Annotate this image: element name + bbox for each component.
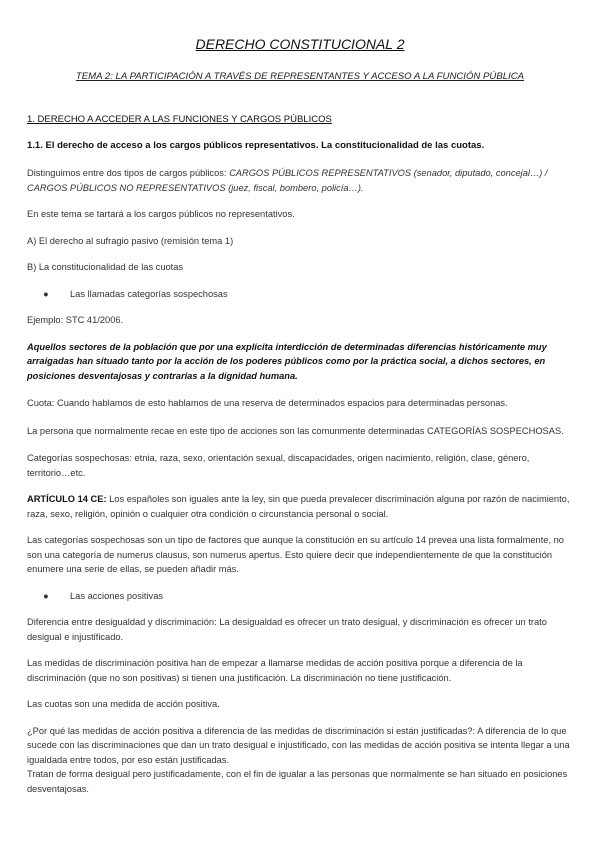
paragraph-medidas: Las medidas de discriminación positiva han de empezar a llamarse medidas de acción positiva porque a diferencia de la discriminación (que no son positivas) si tienen una justificación. La discriminación no tiene justificación. <box>27 658 523 683</box>
paragraph-ejemplo: Ejemplo: STC 41/2006. <box>27 315 124 325</box>
bullet-categorias <box>27 287 575 302</box>
paragraph-cuotas: B) La constitucionalidad de las cuotas <box>27 262 184 272</box>
paragraph-articulo-14 <box>27 492 575 521</box>
paragraph-numerus: Las categorías sospechosas son un tipo de factores que aunque la constitución en su artículo 14 prevea una lista formalmente, no son una categoría de numerus clausus, son numerus apertus. Esto quiere decir que independientemente de que la constitución enumere una serie de ellas, se pueden añadir más. <box>27 535 564 574</box>
paragraph-cargos <box>27 166 575 195</box>
document-title: DERECHO CONSTITUCIONAL 2 <box>195 36 405 52</box>
paragraph-cuota: Cuota: Cuando hablamos de esto hablamos de una reserva de determinados espacios para determinadas personas. <box>27 398 508 408</box>
bullet-acciones-label: Las acciones positivas <box>70 590 164 601</box>
paragraph-diferencia: Diferencia entre desigualdad y discriminación: La desigualdad es ofrecer un trato desigual, y discriminación es ofrecer un trato desigual e injustificado. <box>27 617 547 642</box>
bullet-icon: ● <box>43 288 49 299</box>
paragraph-definicion: Aquellos sectores de la población que por una explícita interdicción de determinadas diferencias históricamente muy arraigadas han situado tanto por la acción de los poderes públicos como por la práctica social, a dichos sectores, en posiciones desventajosas y contrarias a la dignidad humana. <box>27 341 547 381</box>
paragraph-tratan: Tratan de forma desigual pero justificadamente, con el fin de igualar a las personas que normalmente se han situado en posiciones desventajosas. <box>27 769 568 794</box>
paragraph-cuotas-medida: Las cuotas son una medida de acción positiva. <box>27 699 220 709</box>
bullet-acciones <box>27 589 575 604</box>
paragraph-tema: En este tema se tartará a los cargos públicos no representativos. <box>27 209 295 219</box>
paragraph-cargos-italic: CARGOS PÚBLICOS REPRESENTATIVOS (senador, diputado, concejal…) / CARGOS PÚBLICOS NO REPRESENTATIVOS (juez, fiscal, bombero, policía…). <box>27 168 548 193</box>
document-subtitle: TEMA 2: LA PARTICIPACIÓN A TRAVÉS DE REPRESENTANTES Y ACCESO A LA FUNCIÓN PÚBLICA <box>75 71 525 82</box>
bullet-categorias-label: Las llamadas categorías sospechosas <box>70 288 228 299</box>
paragraph-sufragio: A) El derecho al sufragio pasivo (remisión tema 1) <box>27 235 234 246</box>
paragraph-pregunta: ¿Por qué las medidas de acción positiva a diferencia de las medidas de discriminación si están justificadas?: A diferencia de lo que sucede con las discriminaciones que dan un trato desigual e injustificado, con las medidas de acción positiva se intenta llegar a una igualdada entre todos, por eso están justificadas. <box>27 725 570 765</box>
paragraph-cargos-lead: Distinguimos entre dos tipos de cargos públicos: <box>27 168 230 178</box>
paragraph-categorias-list: Categorías sospechosas: etnia, raza, sexo, orientación sexual, discapacidades, origen nacimiento, religión, clase, género, territorio…etc. <box>27 453 530 478</box>
section-heading: 1. DERECHO A ACCEDER A LAS FUNCIONES Y CARGOS PÚBLICOS <box>27 114 332 125</box>
articulo-14-label: ARTÍCULO 14 CE: <box>27 494 107 504</box>
paragraph-persona: La persona que normalmente recae en este tipo de acciones son las comunmente determinadas CATEGORÍAS SOSPECHOSAS. <box>27 425 564 436</box>
document-body <box>27 113 575 796</box>
articulo-14-text: Los españoles son iguales ante la ley, sin que pueda prevalecer discriminación alguna por razón de nacimiento, raza, sexo, religión, opinión o cualquier otra condición o circunstancia personal o social. <box>27 494 570 519</box>
subsection-heading: 1.1. El derecho de acceso a los cargos públicos representativos. La constitucionalidad de las cuotas. <box>27 139 485 151</box>
bullet-icon: ● <box>43 590 49 601</box>
